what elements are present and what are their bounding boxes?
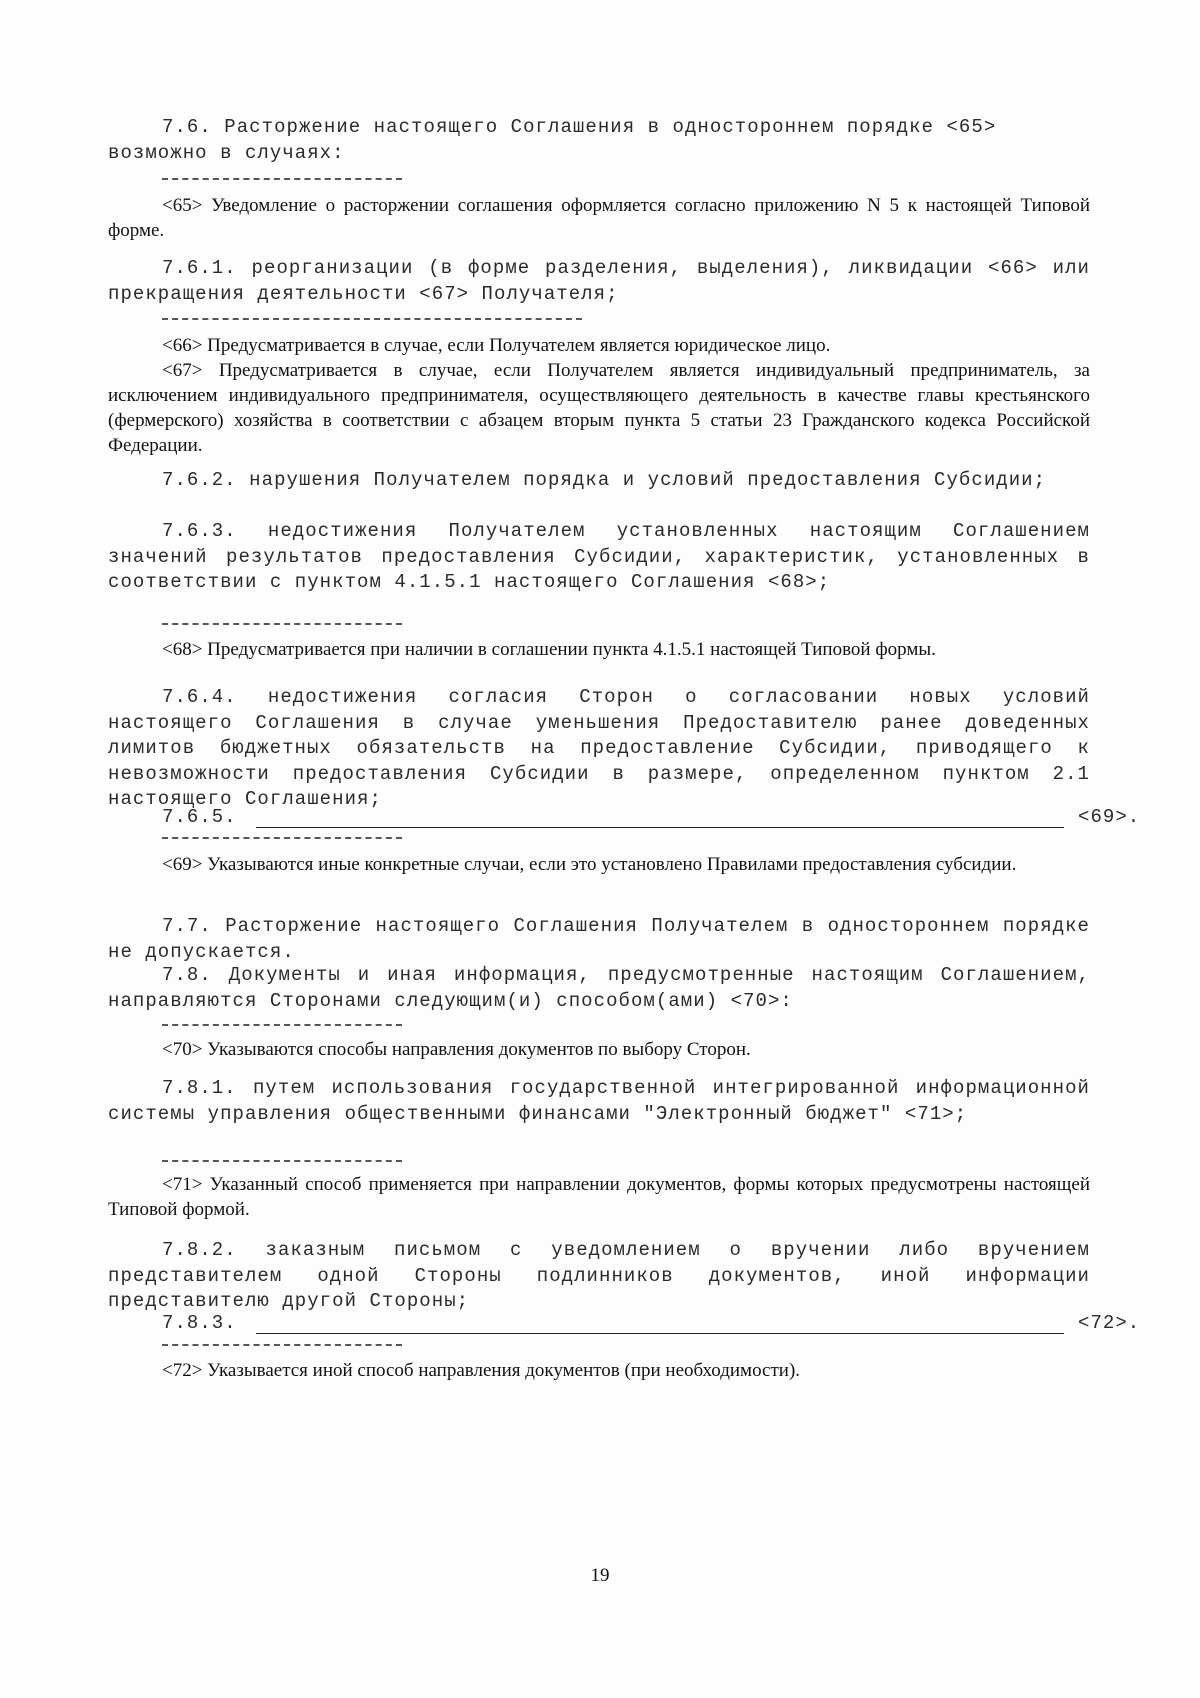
footnote-separator	[162, 837, 402, 839]
footnote-69: <69> Указываются иные конкретные случаи, если это установлено Правилами предоставления субсидии.	[162, 854, 1017, 875]
footnote-separator	[162, 318, 582, 320]
clause-7-6-line2: возможно в случаях:	[108, 141, 345, 164]
footnote-separator	[162, 1160, 402, 1162]
clause-7-6-3: 7.6.3. недостижения Получателем установленных настоящим Соглашением значений результатов предоставления Субсидии, характеристик, установленных в соответствии с пунктом 4.1.5.1 настоящего Соглашения <68>;	[108, 520, 1090, 593]
clause-7-6-1: 7.6.1. реорганизации (в форме разделения, выделения), ликвидации <66> или прекращения деятельности <67> Получателя;	[108, 257, 1090, 305]
footnote-70: <70> Указываются способы направления документов по выбору Сторон.	[162, 1039, 751, 1060]
footnote-67: <67> Предусматривается в случае, если Получателем является индивидуальный предприниматель, за исключением индивидуального предпринимателя, осуществляющего деятельность в качестве главы крестьянского (фермерского) хозяйства в соответствии с абзацем вторым пункта 5 статьи 23 Гражданского кодекса Российской Федерации.	[108, 360, 1090, 456]
clause-7-6-line1: 7.6. Расторжение настоящего Соглашения в одностороннем порядке <65>	[162, 116, 997, 138]
clause-7-6-5-number: 7.6.5.	[162, 806, 237, 828]
footnote-68: <68> Предусматривается при наличии в соглашении пункта 4.1.5.1 настоящей Типовой формы.	[162, 639, 936, 660]
footnote-separator	[162, 178, 402, 180]
footnote-65: <65> Уведомление о расторжении соглашения оформляется согласно приложению N 5 к настоящей Типовой форме.	[108, 195, 1090, 241]
clause-7-7: 7.7. Расторжение настоящего Соглашения Получателем в одностороннем порядке не допускается.	[108, 915, 1090, 963]
clause-7-6-2: 7.6.2. нарушения Получателем порядка и условий предоставления Субсидии;	[162, 469, 1047, 491]
clause-7-8-3-number: 7.8.3.	[162, 1312, 237, 1334]
clause-7-8-1: 7.8.1. путем использования государственной интегрированной информационной системы управления общественными финансами "Электронный бюджет" <71>;	[108, 1077, 1090, 1125]
clause-7-6-4: 7.6.4. недостижения согласия Сторон о согласовании новых условий настоящего Соглашения в случае уменьшения Предоставителю ранее доведенных лимитов бюджетных обязательств на предоставление Субсидии, приводящего к невозможности предоставления Субсидии в размере, определенном пунктом 2.1 настоящего Соглашения;	[108, 686, 1090, 810]
clause-7-8: 7.8. Документы и иная информация, предусмотренные настоящим Соглашением, направляются Сторонами следующим(и) способом(ами) <70>:	[108, 964, 1090, 1012]
fill-in-line	[256, 1333, 1064, 1334]
page-number: 19	[590, 1565, 610, 1586]
fill-in-line	[256, 827, 1064, 828]
clause-7-8-2: 7.8.2. заказным письмом с уведомлением о вручении либо вручением представителем одной Стороны подлинников документов, иной информации представителю другой Стороны;	[108, 1239, 1090, 1312]
footnote-separator	[162, 1024, 402, 1026]
footnote-72: <72> Указывается иной способ направления документов (при необходимости).	[162, 1360, 801, 1381]
clause-7-6	[108, 115, 1090, 166]
footnote-71: <71> Указанный способ применяется при направлении документов, формы которых предусмотрены настоящей Типовой формой.	[108, 1174, 1090, 1220]
footnote-66: <66> Предусматривается в случае, если Получателем является юридическое лицо.	[162, 335, 831, 356]
footnote-separator	[162, 1344, 402, 1346]
clause-7-8-3-footnote-ref: <72>.	[1078, 1312, 1141, 1334]
clause-7-6-5-footnote-ref: <69>.	[1078, 806, 1141, 828]
footnote-separator	[162, 623, 402, 625]
